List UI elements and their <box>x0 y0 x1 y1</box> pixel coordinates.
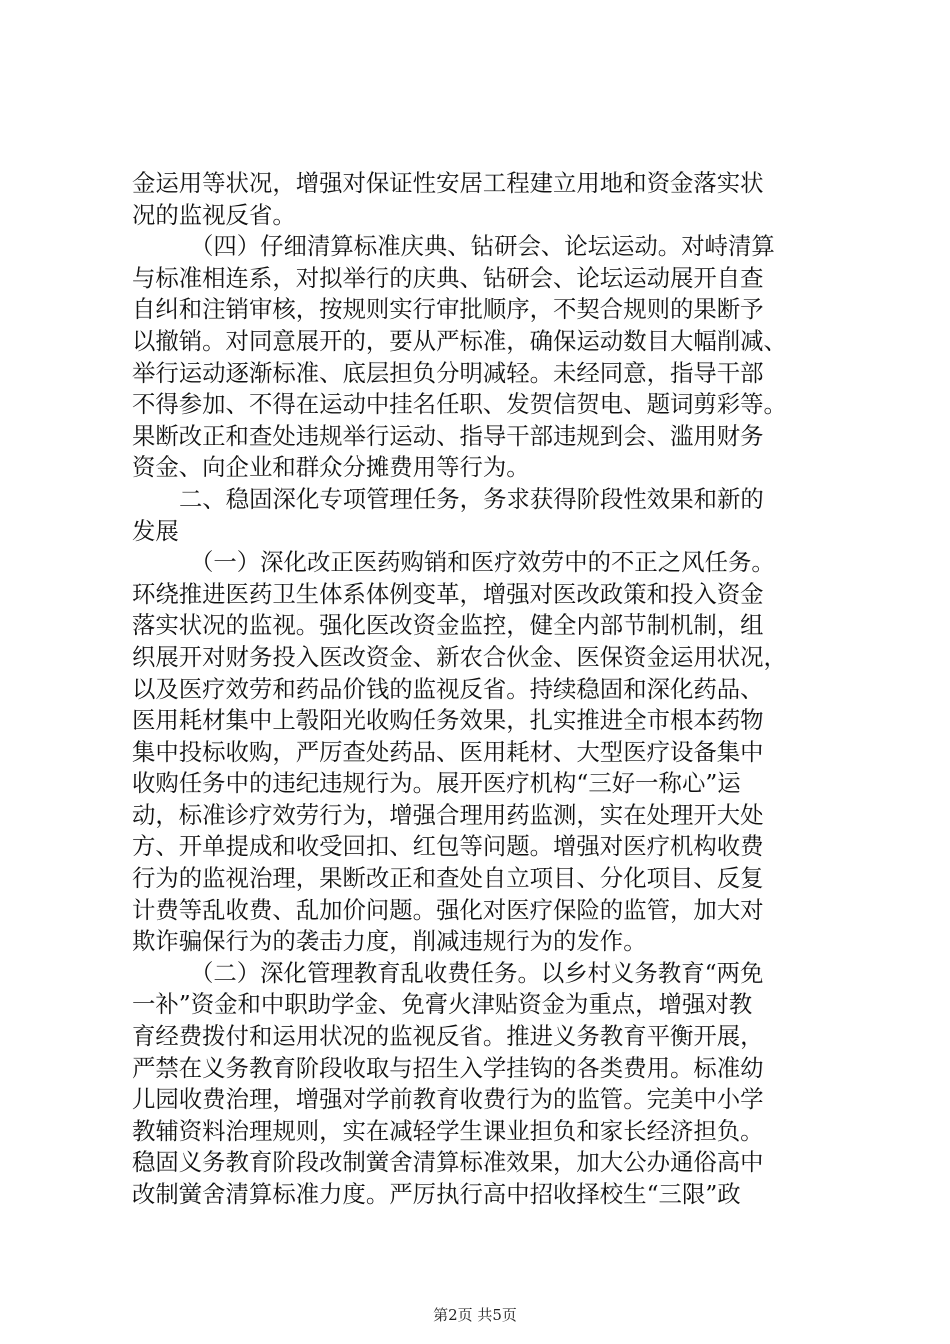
text-line: 举行运动逐渐标准、底层担负分明减轻。未经同意，指导干部 <box>132 358 764 387</box>
text-line: 动，标准诊疗效劳行为，增强合理用药监测，实在处理开大处 <box>132 800 764 829</box>
text-line: 教辅资料治理规则，实在减轻学生课业担负和家长经济担负。 <box>132 1116 764 1145</box>
text-line: （一）深化改正医药购销和医疗效劳中的不正之风任务。 <box>190 548 775 577</box>
page-number-label: 第2页 共5页 <box>433 1306 517 1324</box>
text-line: 况的监视反省。 <box>132 200 296 229</box>
text-line: 欺诈骗保行为的袭击力度，削减违规行为的发作。 <box>132 927 647 956</box>
page-number-footer <box>0 1304 950 1325</box>
text-line: 儿园收费治理，增强对学前教育收费行为的监管。完美中小学 <box>132 1085 764 1114</box>
text-line: 以及医疗效劳和药品价钱的监视反省。持续稳固和深化药品、 <box>132 674 764 703</box>
text-line: 改制黉舍清算标准力度。严厉执行高中招收择校生“三限”政 <box>132 1180 741 1208</box>
text-line: 计费等乱收费、乱加价问题。强化对医疗保险的监管，加大对 <box>132 895 764 924</box>
text-line: 落实状况的监视。强化医改资金监控，健全内部节制机制，组 <box>132 611 764 640</box>
text-line: 稳固义务教育阶段改制黉舍清算标准效果，加大公办通俗高中 <box>132 1148 764 1177</box>
text-line: 方、开单提成和收受回扣、红包等问题。增强对医疗机构收费 <box>132 832 764 861</box>
text-line: 与标准相连系，对拟举行的庆典、钻研会、论坛运动展开自查 <box>132 263 764 292</box>
text-line: 集中投标收购，严厉查处药品、医用耗材、大型医疗设备集中 <box>132 737 764 766</box>
text-line: 自纠和注销审核，按规则实行审批顺序，不契合规则的果断予 <box>132 295 764 324</box>
text-line: 环绕推进医药卫生体系体例变革，增强对医改政策和投入资金 <box>132 579 764 608</box>
text-line: 二、稳固深化专项管理任务，务求获得阶段性效果和新的 <box>179 484 764 513</box>
text-line: 不得参加、不得在运动中挂名任职、发贺信贺电、题词剪彩等。 <box>132 390 787 419</box>
text-line: 资金、向企业和群众分摊费用等行为。 <box>132 453 530 482</box>
text-line: 发展 <box>132 516 179 545</box>
text-line: 果断改正和查处违规举行运动、指导干部违规到会、滥用财务 <box>132 421 764 450</box>
text-line: 育经费拨付和运用状况的监视反省。推进义务教育平衡开展， <box>132 1022 764 1051</box>
text-line: 行为的监视治理，果断改正和查处自立项目、分化项目、反复 <box>132 864 764 893</box>
text-line: 以撤销。对同意展开的，要从严标准，确保运动数目大幅削减、 <box>132 326 787 355</box>
text-line: 一补”资金和中职助学金、免膏火津贴资金为重点，增强对教 <box>132 990 753 1019</box>
text-line: 收购任务中的违纪违规行为。展开医疗机构“三好一称心”运 <box>132 769 741 798</box>
text-line: 金运用等状况，增强对保证性安居工程建立用地和资金落实状 <box>132 169 764 197</box>
text-line: 严禁在义务教育阶段收取与招生入学挂钩的各类费用。标准幼 <box>132 1053 764 1082</box>
document-body <box>132 168 832 1211</box>
text-line: 织展开对财务投入医改资金、新农合伙金、医保资金运用状况， <box>132 642 787 671</box>
text-line: 医用耗材集中上彀阳光收购任务效果，扎实推进全市根本药物 <box>132 706 764 735</box>
text-line: （二）深化管理教育乱收费任务。以乡村义务教育“两免 <box>190 958 764 987</box>
text-line: （四）仔细清算标准庆典、钻研会、论坛运动。对峙清算 <box>190 232 775 261</box>
